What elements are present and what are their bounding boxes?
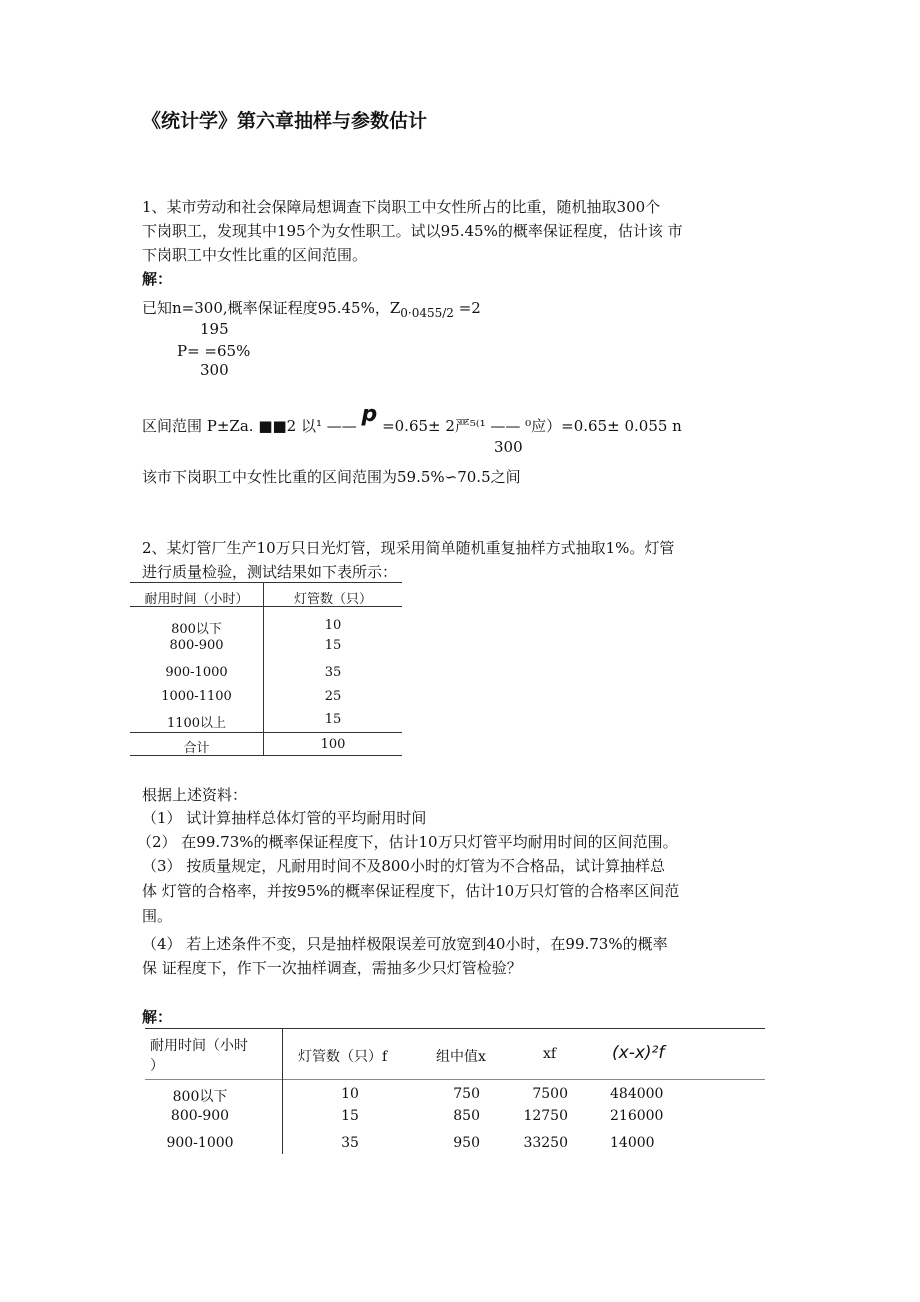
known-line — [142, 297, 481, 320]
t2-header: ） — [150, 1058, 164, 1074]
total-value: 100 — [320, 737, 346, 752]
table2-cell: 35 — [341, 1135, 359, 1151]
q1-text: 1、某市劳动和社会保障局想调查下岗职工中女性所占的比重，随机抽取300个 — [142, 198, 661, 216]
table-cell: 800-900 — [169, 638, 224, 653]
page-title: 《统计学》第六章抽样与参数估计 — [142, 110, 428, 132]
table2-cell: 900-1000 — [166, 1135, 234, 1151]
table2-cell: 33250 — [523, 1135, 568, 1151]
table2-cell: 950 — [453, 1135, 480, 1151]
item: 围。 — [142, 907, 173, 925]
q2-text: 2、某灯管厂生产10万只日光灯管，现采用简单随机重复抽样方式抽取1%。灯管 — [142, 539, 675, 557]
t2-header: 灯管数（只）f — [298, 1049, 388, 1065]
t2-header: 组中值x — [436, 1049, 486, 1065]
solution-label: 解： — [142, 270, 173, 288]
range-formula — [142, 402, 682, 437]
table2-cell: 10 — [341, 1086, 359, 1102]
table-cell: 1100以上 — [166, 716, 227, 731]
q1-text: 下岗职工中女性比重的区间范围。 — [142, 246, 368, 264]
table2-cell: 484000 — [610, 1086, 664, 1102]
table-header: 灯管数（只） — [293, 592, 372, 607]
range-text-2: =0.65± 2严⁵⁽¹ —— ⁰应）=0.65± 0.055 n — [377, 417, 682, 435]
table-cell: 15 — [324, 712, 342, 727]
table2-cell: 15 — [341, 1108, 359, 1124]
t2-header: (x-x)²f — [612, 1043, 665, 1063]
table-cell: 25 — [324, 689, 342, 704]
q1-conclusion: 该市下岗职工中女性比重的区间范围为59.5%∽70.5之间 — [142, 468, 521, 486]
range-denominator: 300 — [494, 438, 523, 456]
range-p: p — [361, 402, 378, 427]
table-cell: 900-1000 — [165, 665, 228, 680]
t2-header: 耐用时间（小时 — [150, 1038, 248, 1054]
table2-cell: 800以下 — [172, 1089, 228, 1105]
solution-label: 解： — [142, 1008, 173, 1026]
table-cell: 10 — [324, 618, 342, 633]
table2-cell: 7500 — [532, 1086, 568, 1102]
item: （4） 若上述条件不变，只是抽样极限误差可放宽到40小时，在99.73%的概率 — [142, 935, 668, 953]
table2-cell: 216000 — [610, 1108, 664, 1124]
range-text: 区间范围 P±Za. ■■2 以¹ —— — [142, 417, 362, 435]
q2-text: 进行质量检验，测试结果如下表所示： — [142, 563, 398, 581]
known-end: =2 — [453, 299, 481, 317]
p-equals: P= =65% — [177, 342, 251, 360]
table2-cell: 14000 — [610, 1135, 655, 1151]
table-header: 耐用时间（小时） — [144, 592, 249, 607]
item: （2） 在99.73%的概率保证程度下，估计10万只灯管平均耐用时间的区间范围。 — [137, 833, 678, 851]
known-text: 已知n=300,概率保证程度95.45%，Z — [142, 299, 401, 317]
total-label: 合计 — [183, 741, 210, 756]
table2-cell: 12750 — [523, 1108, 568, 1124]
table2-cell: 750 — [453, 1086, 480, 1102]
item: （3） 按质量规定，凡耐用时间不及800小时的灯管为不合格品，试计算抽样总 — [142, 857, 665, 875]
table-cell: 1000-1100 — [161, 689, 232, 704]
fraction-numerator: 195 — [200, 320, 229, 338]
table2-cell: 850 — [453, 1108, 480, 1124]
table-cell: 15 — [324, 638, 342, 653]
item: 保 证程度下，作下一次抽样调查，需抽多少只灯管检验？ — [142, 959, 522, 977]
known-sub: 0·0455/2 — [400, 306, 454, 320]
table2-cell: 800-900 — [170, 1108, 230, 1124]
t2-header: xf — [543, 1046, 557, 1062]
q1-text: 下岗职工，发现其中195个为女性职工。试以95.45%的概率保证程度，估计该 市 — [142, 222, 683, 240]
item: 体 灯管的合格率，并按95%的概率保证程度下，估计10万只灯管的合格率区间范 — [142, 882, 680, 900]
fraction-denominator: 300 — [200, 361, 229, 379]
table-cell: 35 — [324, 665, 342, 680]
table-cell: 800以下 — [171, 622, 222, 637]
intro: 根据上述资料： — [142, 786, 248, 804]
item: （1） 试计算抽样总体灯管的平均耐用时间 — [142, 809, 427, 827]
